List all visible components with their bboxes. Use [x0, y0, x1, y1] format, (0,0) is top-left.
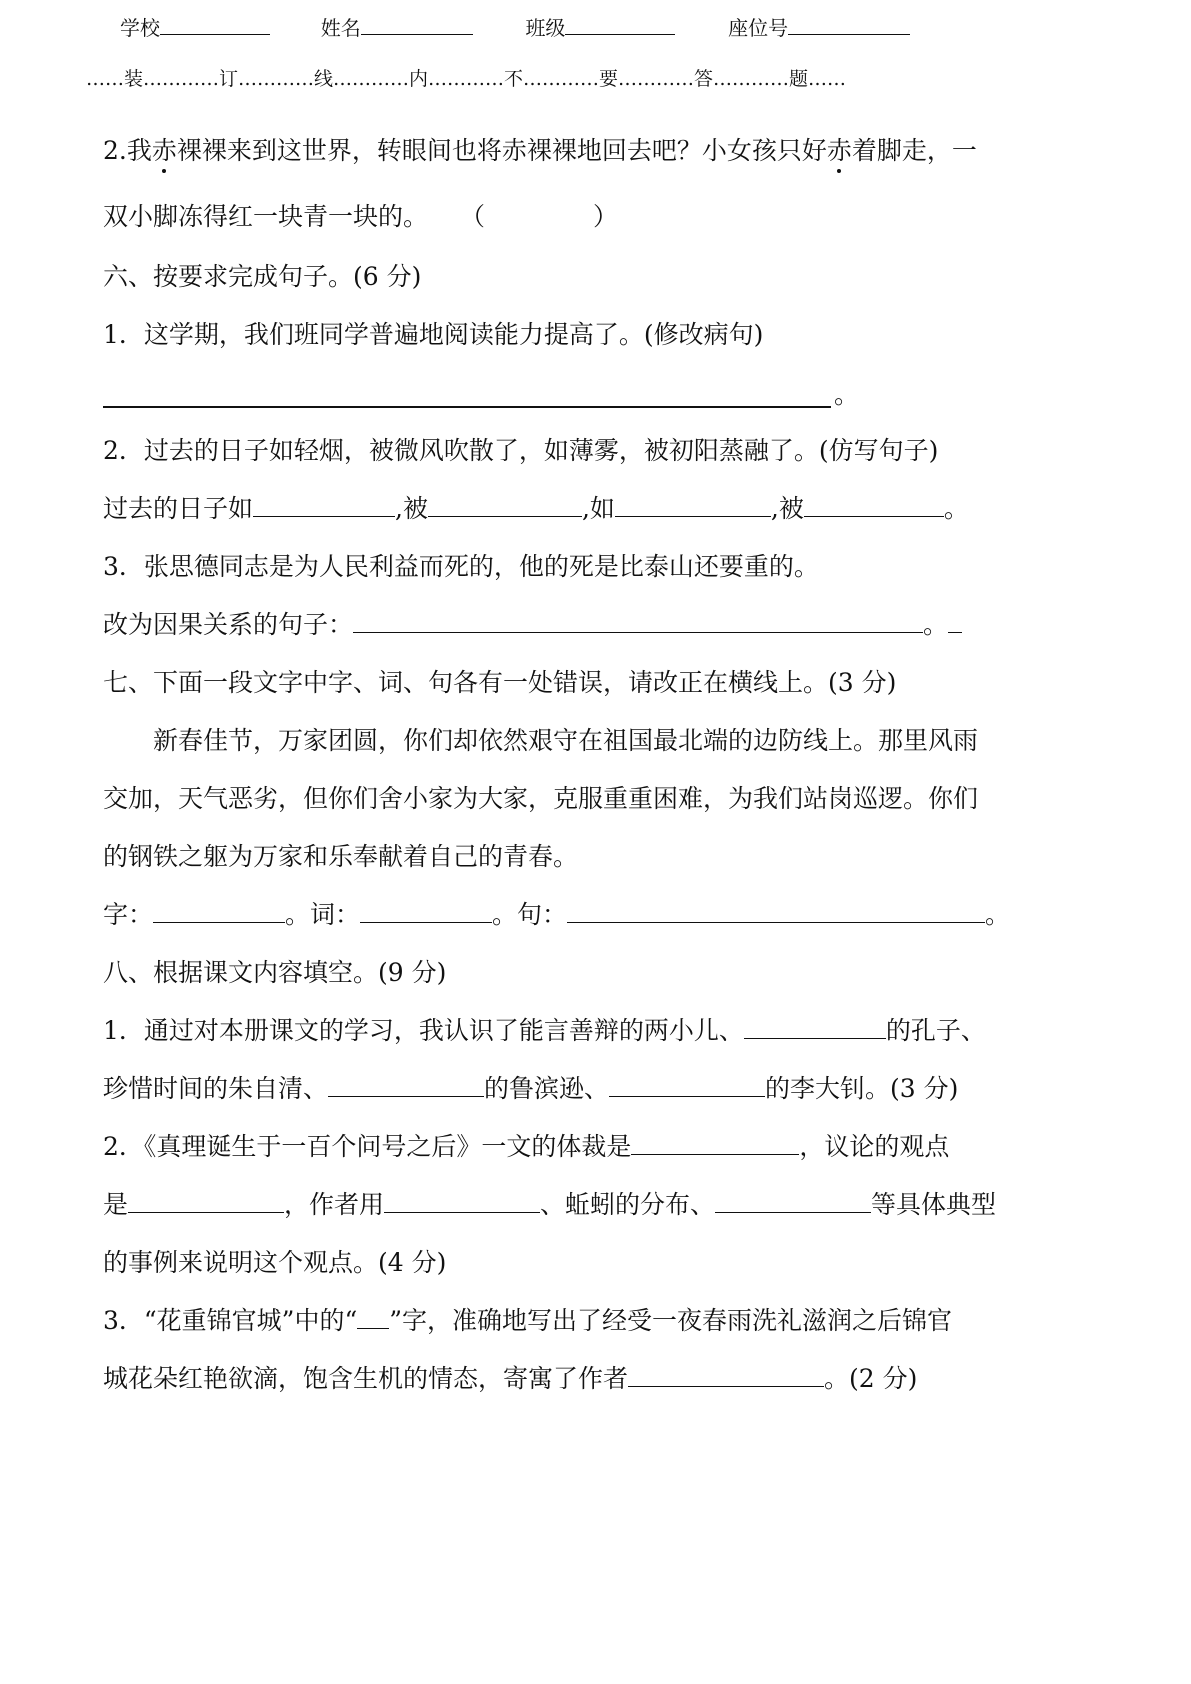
answer-field[interactable]	[631, 1132, 799, 1155]
binding-line: ……装…………订…………线…………内…………不…………要…………答…………题……	[86, 68, 847, 90]
name-field[interactable]	[361, 16, 473, 35]
q8-item2-line3: 的事例来说明这个观点。(4 分)	[103, 1248, 447, 1277]
q6-item2: 2．过去的日子如轻烟，被微风吹散了，如薄雾，被初阳蒸融了。(仿写句子)	[103, 436, 939, 465]
section-7-title: 七、下面一段文字中字、词、句各有一处错误，请改正在横线上。(3 分)	[103, 668, 897, 697]
class-label: 班级	[525, 16, 566, 40]
answer-field[interactable]	[128, 1190, 284, 1213]
answer-field[interactable]	[360, 900, 492, 923]
answer-field[interactable]	[328, 1074, 484, 1097]
q7-para-line1: 新春佳节，万家团圆，你们却依然艰守在祖国最北端的边防线上。那里风雨	[153, 726, 979, 755]
seat-field[interactable]	[788, 16, 910, 35]
answer-field[interactable]	[485, 203, 593, 225]
answer-field[interactable]	[628, 1364, 824, 1387]
answer-field[interactable]	[428, 494, 582, 517]
answer-field[interactable]	[384, 1190, 540, 1213]
answer-field[interactable]	[744, 1016, 886, 1039]
section-8-title: 八、根据课文内容填空。(9 分)	[103, 958, 447, 987]
answer-field[interactable]	[715, 1190, 871, 1213]
answer-field[interactable]	[609, 1074, 765, 1097]
answer-field[interactable]	[804, 494, 944, 517]
dotted-char: 赤	[151, 136, 177, 165]
q8-item1-line1: 1．通过对本册课文的学习，我认识了能言善辩的两小儿、 的孔子、	[103, 1016, 986, 1045]
school-label: 学校	[120, 16, 160, 40]
q7-para-line2: 交加，天气恶劣，但你们舍小家为大家，克服重重困难，为我们站岗巡逻。你们	[103, 784, 979, 813]
q8-item3-line1: 3．“花重锦官城”中的“ ”字，准确地写出了经受一夜春雨洗礼滋润之后锦官	[103, 1306, 953, 1335]
answer-field[interactable]	[153, 900, 285, 923]
q8-item2-line2: 是 ，作者用 、蚯蚓的分布、 等具体典型	[103, 1190, 997, 1219]
seat-label: 座位号	[728, 16, 789, 40]
q8-item1-line2: 珍惜时间的朱自清、 的鲁滨逊、 的李大钊。(3 分)	[103, 1074, 959, 1103]
name-label: 姓名	[320, 16, 361, 40]
q5-item2-line1: 2.我赤裸裸来到这世界，转眼间也将赤裸裸地回去吧？小女孩只好赤着脚走，一	[103, 136, 977, 165]
q6-item3-fill: 改为因果关系的句子： 。	[103, 610, 962, 640]
class-field[interactable]	[565, 16, 675, 35]
header-fields	[120, 12, 910, 41]
q5-item2-line2: 双小脚冻得红一块青一块的。 （ ）	[103, 202, 619, 231]
q7-fill: 字： 。词： 。句： 。	[103, 900, 1011, 929]
answer-field[interactable]	[253, 494, 395, 517]
answer-field[interactable]	[353, 610, 923, 633]
dotted-char: 赤	[826, 136, 852, 165]
q6-item3: 3．张思德同志是为人民利益而死的，他的死是比泰山还要重的。	[103, 552, 819, 581]
q8-item3-line2: 城花朵红艳欲滴，饱含生机的情态，寄寓了作者 。(2 分)	[103, 1364, 918, 1393]
q8-item2-line1: 2．《真理诞生于一百个问号之后》一文的体裁是 ，议论的观点	[103, 1132, 950, 1161]
school-field[interactable]	[160, 16, 270, 35]
section-6-title: 六、按要求完成句子。(6 分)	[103, 262, 422, 291]
q6-item2-fill: 过去的日子如 ,被 ,如 ,被 。	[103, 494, 969, 523]
answer-field[interactable]	[567, 900, 985, 923]
q6-item1-answer-line[interactable]	[103, 378, 831, 408]
answer-field[interactable]	[615, 494, 771, 517]
answer-field[interactable]	[357, 1306, 389, 1329]
q6-item1: 1．这学期，我们班同学普遍地阅读能力提高了。(修改病句)	[103, 320, 764, 349]
q7-para-line3: 的钢铁之躯为万家和乐奉献着自己的青春。	[103, 842, 579, 871]
answer-field-tail	[948, 610, 962, 633]
q6-item1-end: 。	[834, 380, 860, 409]
